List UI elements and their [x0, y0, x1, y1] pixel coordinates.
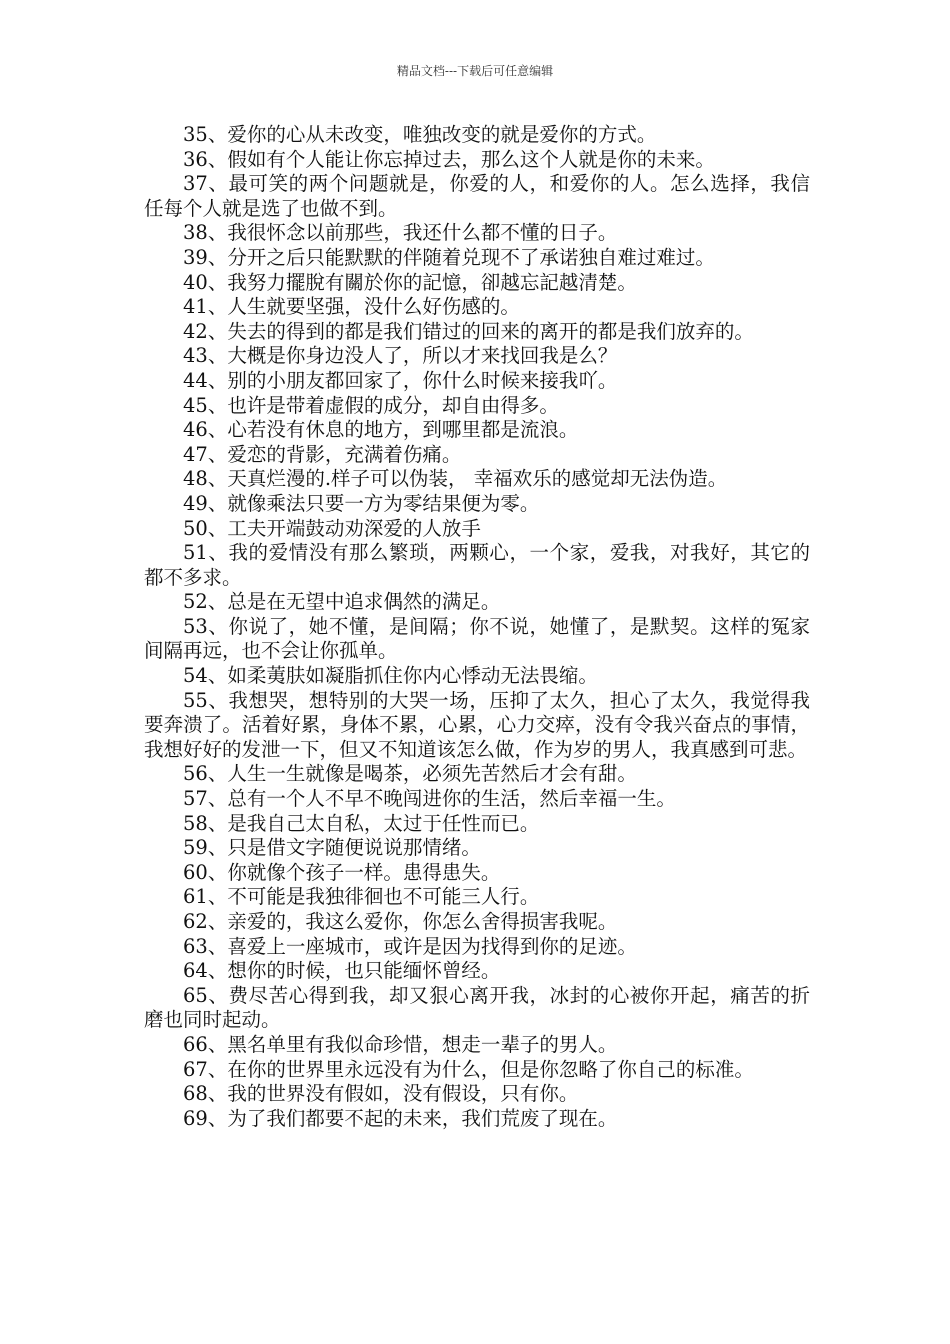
list-item: 39、分开之后只能默默的伴随着兑现不了承诺独自难过难过。 [183, 245, 715, 269]
list-item: 54、如柔荑肤如凝脂抓住你内心悸动无法畏缩。 [183, 664, 598, 688]
list-item: 42、失去的得到的都是我们错过的回来的离开的都是我们放弃的。 [183, 319, 754, 343]
list-item: 56、人生一生就像是喝茶，必须先苦然后才会有甜。 [183, 762, 637, 786]
list-item: 67、在你的世界里永远没有为什么，但是你忽略了你自己的标准。 [183, 1057, 754, 1081]
list-item: 69、为了我们都要不起的未来，我们荒废了现在。 [183, 1106, 618, 1130]
list-item: 48、天真烂漫的.样子可以伪装， 幸福欢乐的感觉却无法伪造。 [183, 467, 728, 491]
list-item: 47、爱恋的背影，充满着伤痛。 [183, 442, 462, 466]
list-item: 43、大概是你身边没人了，所以才来找回我是么？ [183, 344, 618, 368]
list-item: 50、工夫开端鼓动劝深爱的人放手 [183, 516, 481, 540]
document-body [144, 123, 810, 1131]
list-item: 58、是我自己太自私，太过于任性而已。 [183, 811, 540, 835]
list-item: 37、最可笑的两个问题就是，你爱的人，和爱你的人。怎么选择，我信任每个人就是选了也做不到。 [144, 172, 810, 220]
list-item: 68、我的世界没有假如，没有假设，只有你。 [183, 1082, 579, 1106]
list-item: 41、人生就要坚强，没什么好伤感的。 [183, 295, 520, 319]
list-item: 55、我想哭，想特别的大哭一场，压抑了太久，担心了太久，我觉得我要奔溃了。活着好累，身体不累，心累，心力交瘁，没有令我兴奋点的事情，我想好好的发泄一下，但又不知道该怎么做，作为岁的男人，我真感到可悲。 [144, 688, 810, 761]
page-header: 精品文档---下载后可任意编辑 [396, 64, 554, 78]
list-item: 46、心若没有休息的地方，到哪里都是流浪。 [183, 418, 579, 442]
list-item: 45、也许是带着虚假的成分，却自由得多。 [183, 393, 559, 417]
list-item: 57、总有一个人不早不晚闯进你的生活，然后幸福一生。 [183, 787, 676, 811]
list-item: 53、你说了，她不懂，是间隔；你不说，她懂了，是默契。这样的冤家间隔再远，也不会让你孤单。 [144, 614, 810, 663]
list-item: 44、别的小朋友都回家了，你什么时候来接我吖。 [183, 368, 618, 392]
list-item: 35、爱你的心从未改变，唯独改变的就是爱你的方式。 [183, 123, 657, 146]
list-item: 38、我很怀念以前那些，我还什么都不懂的日子。 [183, 221, 618, 245]
list-item: 62、亲爱的，我这么爱你，你怎么舍得损害我呢。 [183, 910, 618, 933]
list-item: 65、费尽苦心得到我，却又狠心离开我，冰封的心被你开起，痛苦的折磨也同时起动。 [144, 983, 810, 1032]
list-item: 64、想你的时候，也只能缅怀曾经。 [183, 959, 501, 983]
list-item: 63、喜爱上一座城市，或许是因为找得到你的足迹。 [183, 934, 637, 958]
list-item: 61、不可能是我独徘徊也不可能三人行。 [183, 885, 540, 909]
list-item: 59、只是借文字随便说说那情绪。 [183, 836, 481, 860]
list-item: 36、假如有个人能让你忘掉过去，那么这个人就是你的未来。 [183, 147, 715, 171]
list-item: 66、黑名单里有我似命珍惜，想走一辈子的男人。 [183, 1032, 618, 1056]
list-item: 60、你就像个孩子一样。患得患失。 [183, 860, 501, 884]
list-item: 52、总是在无望中追求偶然的满足。 [183, 590, 501, 614]
list-item: 49、就像乘法只要一方为零结果便为零。 [183, 491, 540, 515]
list-item: 40、我努力擺脫有關於你的記憶，卻越忘記越清楚。 [183, 270, 637, 294]
list-item: 51、我的爱情没有那么繁琐，两颗心，一个家，爱我，对我好，其它的都不多求。 [144, 541, 810, 589]
